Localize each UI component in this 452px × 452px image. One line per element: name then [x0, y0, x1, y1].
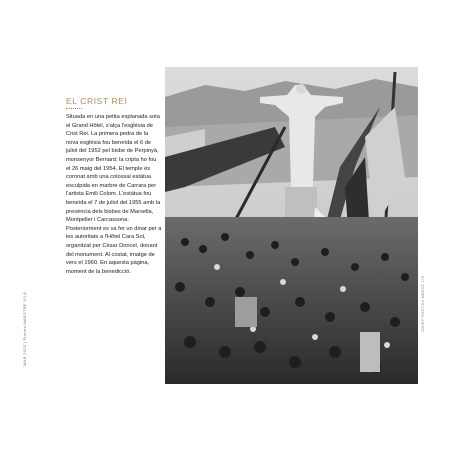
- running-header-text: MAR 2025 | Pirinea MAESTRÉ VILÀ: [22, 291, 27, 366]
- photo-illustration: [165, 67, 418, 384]
- article-body: Situada en una petita esplanada sota el Grand Hôtel, s'alça l'església de Crist Rei. La primera pedra de la nova església fou beneïda el 6 de juliol del 1952 pel bisbe de Perpinyà, monsenyor Bernard; la cripta ho fou el 26 maig del 1954. El temple és coronat amb una colossal estàtua esculpida en marbre de Carrara per l'artista Emili Colom. L'estàtua fou beneïda el 7 de juliol del 1955 amb la presència dels bisbes de Marsella, Montpeller i Carcassona. Posteriorment es va fer un dinar per a les autoritats a l'Hôtel Cara Sol, organitzat per César Doncel, donant del monument. Al costat, imatge de vers el 1960. En aquesta pàgina, moment de la benedicció.: [66, 114, 162, 275]
- article-title: EL CRIST REI: [66, 96, 128, 106]
- title-rule: [66, 108, 82, 109]
- historic-photo: [165, 67, 418, 384]
- photo-credit-text: JOSEP POSTIUS MARCÉ 470: [421, 275, 425, 332]
- photo-credit: [421, 232, 429, 332]
- article-column: [66, 96, 162, 276]
- running-header: [22, 286, 30, 366]
